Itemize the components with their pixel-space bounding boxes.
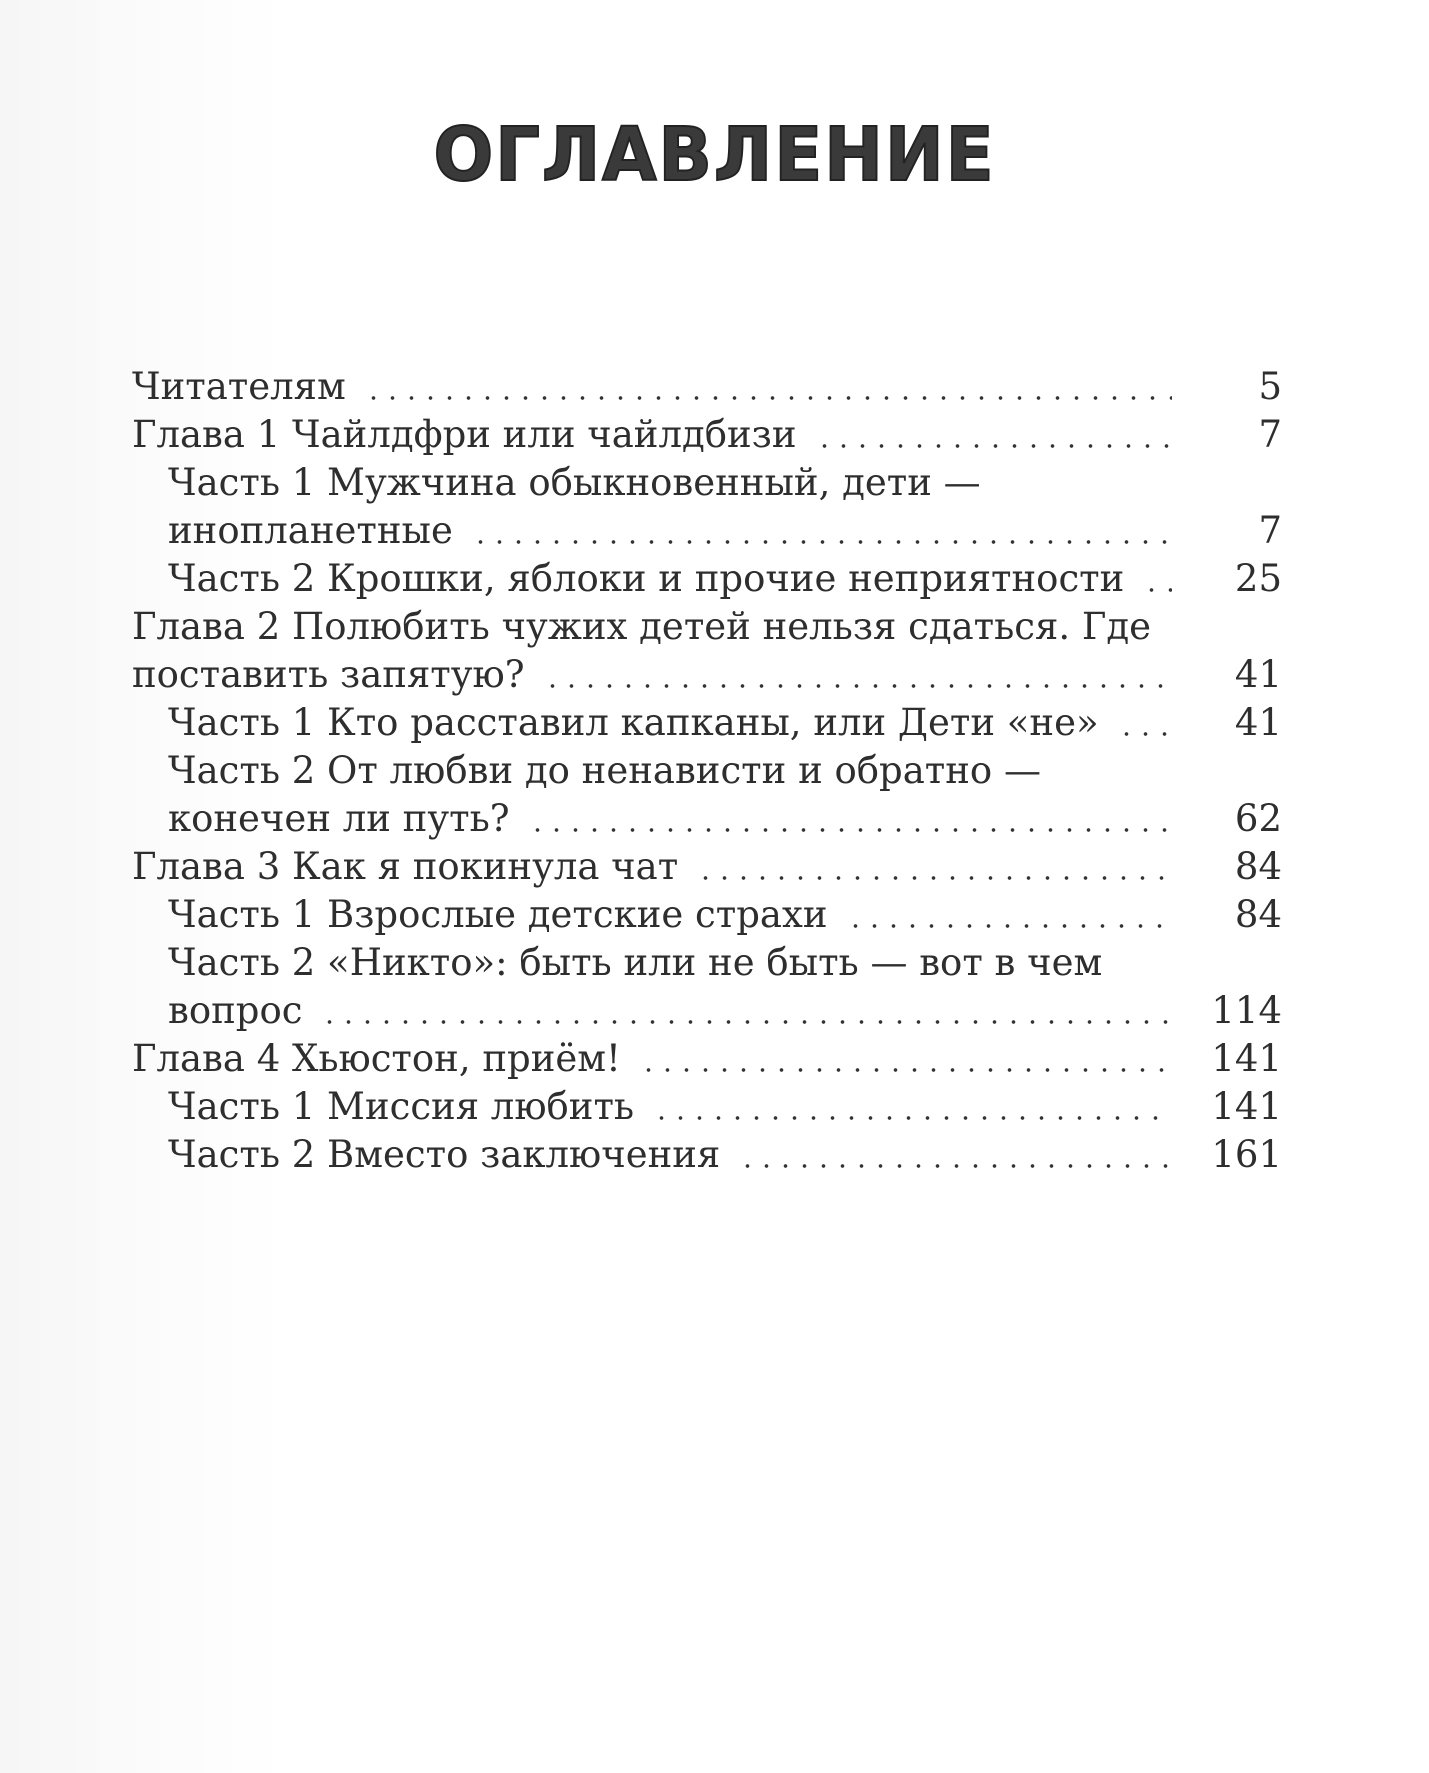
toc-entry-title: Часть 1 Мужчина обыкновенный, дети — [168,461,981,504]
toc-page-number: 84 [1234,893,1282,936]
toc-entry-chapter-3-part-1[interactable] [132,888,1282,942]
dot-leader [652,1116,1172,1120]
dot-leader [1142,588,1172,592]
toc-entry-title-continuation: поставить запятую? [132,653,525,696]
toc-entry-title: Глава 2 Полюбить чужих детей нельзя сдаться. Где [132,605,1152,648]
dot-leader [528,828,1172,832]
dot-leader [846,924,1173,928]
toc-page-number: 7 [1258,509,1282,552]
toc-entry-title-continuation: вопрос [168,989,303,1032]
toc-entry-chapter-2-part-2[interactable] [132,744,1282,798]
toc-entry-title: Часть 2 «Никто»: быть или не быть — вот в чем [168,941,1103,984]
toc-page-number: 7 [1258,413,1282,456]
toc-page-number: 5 [1258,365,1282,408]
toc-entry-chapter-3-part-2-cont[interactable] [132,984,1282,1038]
toc-entry-chapter-1-part-2[interactable] [132,552,1282,606]
toc-page-number: 41 [1234,653,1282,696]
toc-page-number: 25 [1234,557,1282,600]
toc-entry-readers[interactable] [132,360,1282,414]
toc-entry-title: Читателям [132,365,346,408]
toc-entry-chapter-2-part-2-cont[interactable] [132,792,1282,846]
dot-leader [320,1020,1172,1024]
dot-leader [1117,732,1172,736]
dot-leader [738,1164,1172,1168]
toc-page-number: 84 [1234,845,1282,888]
toc-entry-chapter-1-part-1[interactable] [132,456,1282,510]
toc-page-number: 161 [1211,1133,1282,1176]
toc-entry-chapter-4-part-2[interactable] [132,1128,1282,1182]
toc-entry-title: Часть 2 От любви до ненависти и обратно — [168,749,1041,792]
toc-entry-chapter-3-part-2[interactable] [132,936,1282,990]
dot-leader [815,444,1172,448]
dot-leader [696,876,1172,880]
toc-entry-title: Часть 1 Взрослые детские страхи [168,893,828,936]
toc-page-number: 62 [1234,797,1282,840]
toc-entry-title-continuation: конечен ли путь? [168,797,510,840]
toc-page-number: 141 [1211,1085,1282,1128]
toc-entry-title-continuation: инопланетные [168,509,453,552]
dot-leader [471,540,1172,544]
toc-entry-title: Глава 3 Как я покинула чат [132,845,679,888]
toc-entry-title: Глава 1 Чайлдфри или чайлдбизи [132,413,797,456]
page-title: ОГЛАВЛЕНИЕ [433,112,996,198]
toc-entry-chapter-2-cont[interactable] [132,648,1282,702]
toc-entry-chapter-4[interactable] [132,1032,1282,1086]
toc-page-number: 141 [1211,1037,1282,1080]
toc-page-number: 41 [1234,701,1282,744]
toc-entry-title: Глава 4 Хьюстон, приём! [132,1037,621,1080]
dot-leader [543,684,1172,688]
toc-entry-chapter-4-part-1[interactable] [132,1080,1282,1134]
toc-entry-chapter-1-part-1-cont[interactable] [132,504,1282,558]
toc-entry-chapter-2[interactable] [132,600,1282,654]
toc-page-number: 114 [1211,989,1282,1032]
toc-entry-title: Часть 1 Кто расставил капканы, или Дети «не» [168,701,1099,744]
toc-entry-title: Часть 2 Крошки, яблоки и прочие неприятности [168,557,1125,600]
toc-entry-title: Часть 1 Миссия любить [168,1085,635,1128]
toc-entry-title: Часть 2 Вместо заключения [168,1133,721,1176]
dot-leader [364,396,1172,400]
toc-entry-chapter-2-part-1[interactable] [132,696,1282,750]
dot-leader [639,1068,1172,1072]
toc-entry-chapter-3[interactable] [132,840,1282,894]
toc-entry-chapter-1[interactable] [132,408,1282,462]
